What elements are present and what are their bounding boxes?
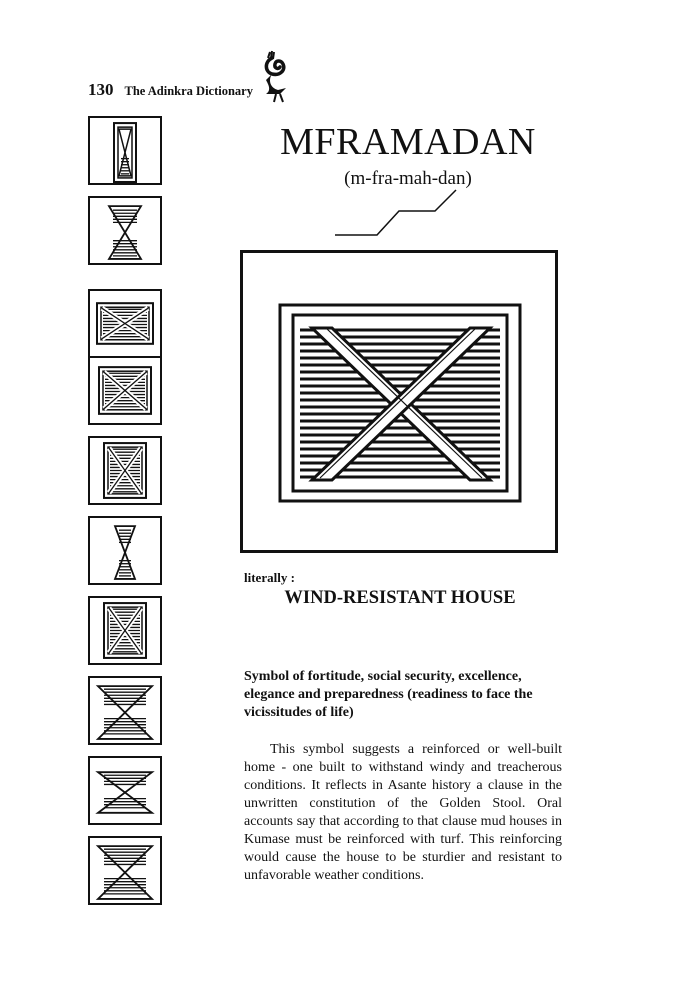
literally-label: literally : bbox=[244, 570, 295, 585]
symbol-variant-thumbnail bbox=[88, 196, 162, 265]
symbol-variant-thumbnail bbox=[88, 436, 162, 505]
symbol-variant-thumbnail bbox=[88, 756, 162, 825]
page-number: 130 bbox=[88, 80, 114, 99]
pronunciation-pointer bbox=[335, 188, 460, 240]
description-paragraph: This symbol suggests a reinforced or well-built home - one built to withstand windy and treacherous conditions. It reflects in Asante history a clause in the unwritten constitution of the Golden Stool. Oral accounts say that according to that clause mud houses in Kumase must be reinforced with turf. This reinforcing would cause the house to be sturdier and resistant to unfavorable weather conditions. bbox=[244, 742, 562, 883]
sankofa-bird-icon bbox=[256, 48, 296, 104]
symbol-variant-thumbnail bbox=[88, 116, 162, 185]
symbol-variant-thumbnail bbox=[88, 596, 162, 665]
symbol-meaning-summary: Symbol of fortitude, social security, excellence, elegance and preparedness (readiness to face the vicissitudes of life) bbox=[244, 669, 533, 720]
symbol-variant-thumbnail bbox=[88, 356, 162, 425]
page-header bbox=[88, 80, 253, 100]
symbol-variant-thumbnail bbox=[88, 676, 162, 745]
book-title: The Adinkra Dictionary bbox=[124, 84, 253, 98]
mframadan-symbol bbox=[240, 250, 558, 553]
symbol-variant-thumbnail bbox=[88, 516, 162, 585]
symbol-title: MFRAMADAN bbox=[280, 121, 536, 163]
symbol-variant-thumbnail bbox=[88, 836, 162, 905]
description-body bbox=[244, 741, 562, 885]
symbol-variant-thumbnail bbox=[88, 289, 162, 358]
literal-meaning: WIND-RESISTANT HOUSE bbox=[284, 588, 516, 608]
pronunciation: (m-fra-mah-dan) bbox=[344, 168, 472, 189]
